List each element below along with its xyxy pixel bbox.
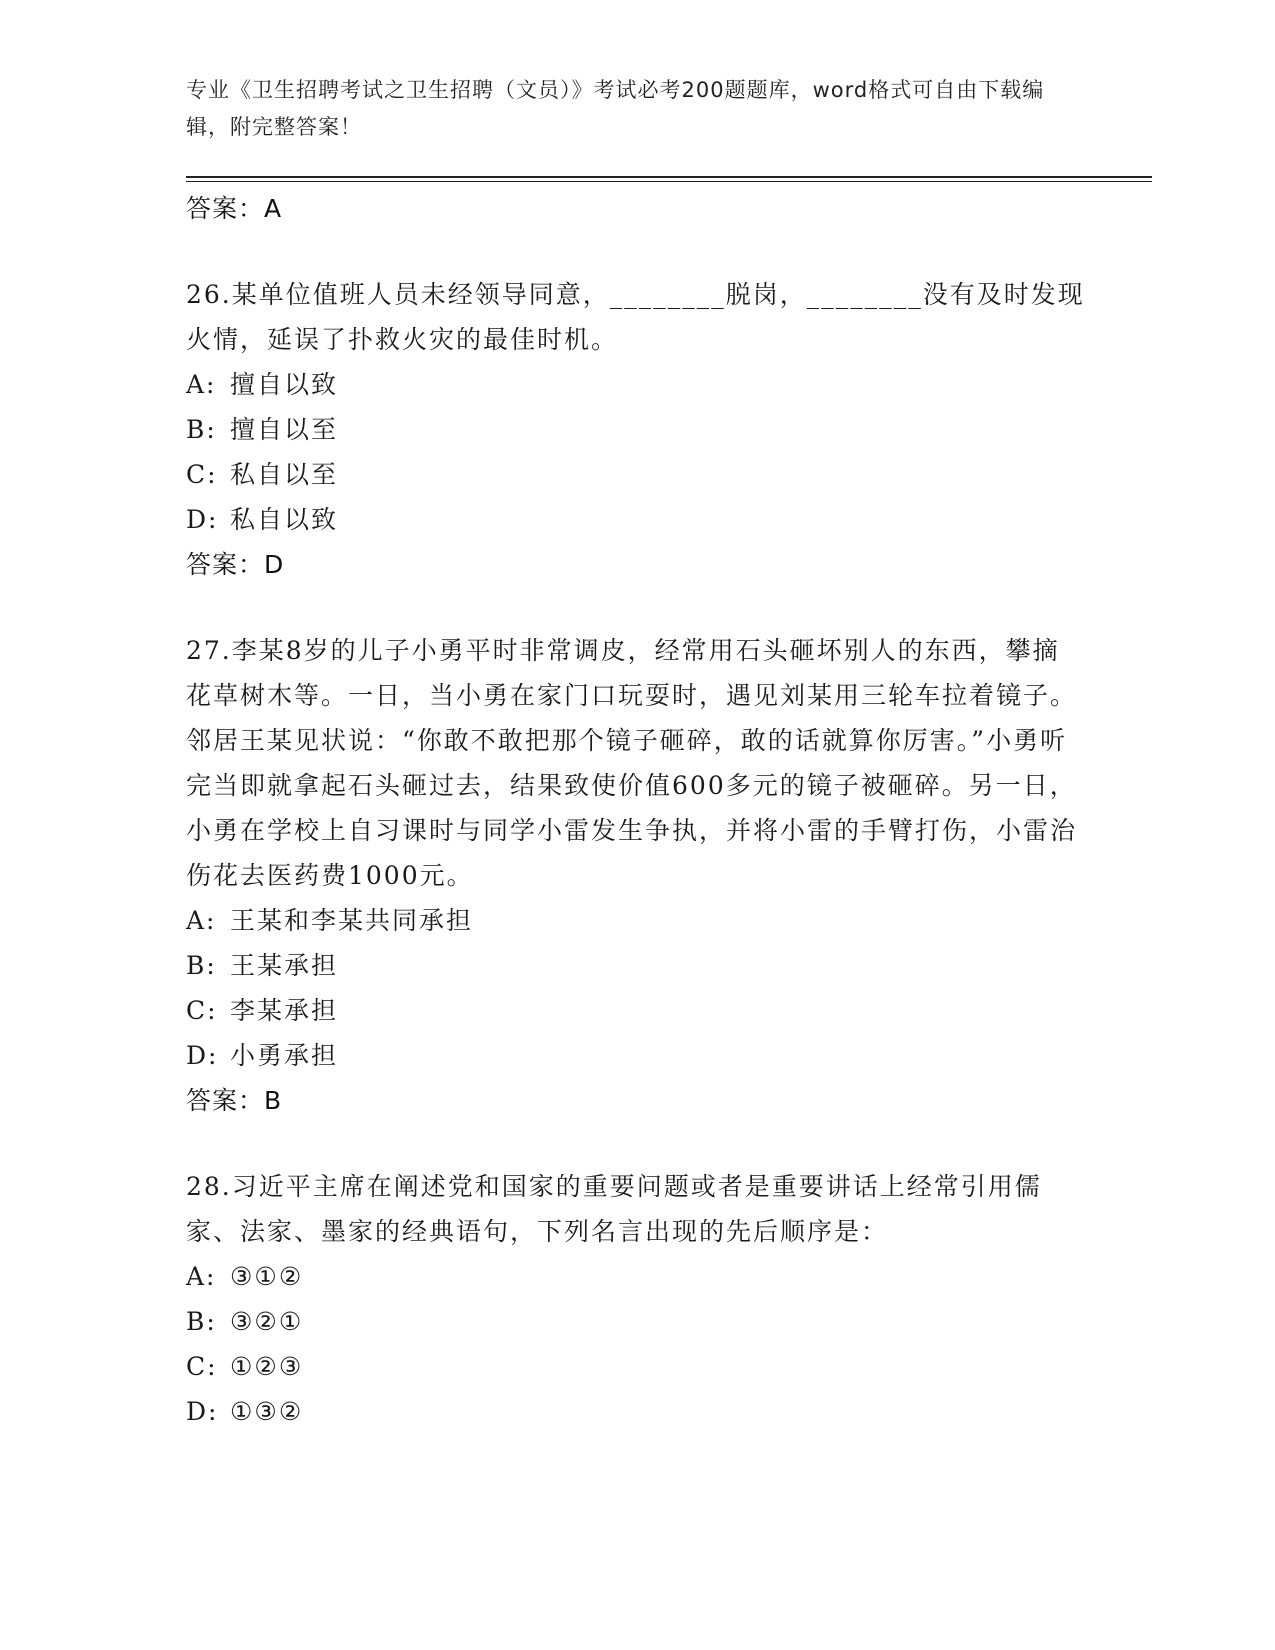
question-28: [186, 1164, 1086, 1434]
document-body: [186, 186, 1086, 1434]
question-stem: 27.李某8岁的儿子小勇平时非常调皮，经常用石头砸坏别人的东西，攀摘花草树木等。一日，当小勇在家门口玩耍时，遇见刘某用三轮车拉着镜子。邻居王某见状说：“你敢不敢把那个镜子砸碎，敢的话就算你厉害。”小勇听完当即就拿起石头砸过去，结果致使价值600多元的镜子被砸碎。另一日，小勇在学校上自习课时与同学小雷发生争执，并将小雷的手臂打伤，小雷治伤花去医药费1000元。: [186, 636, 1078, 890]
option-text: ①③②: [230, 1397, 304, 1426]
option-a: [186, 1254, 1086, 1299]
option-letter: B:: [186, 415, 217, 444]
option-text: 王某和李某共同承担: [230, 906, 474, 935]
option-text: 擅自以至: [230, 415, 339, 444]
option-letter: C:: [186, 1352, 218, 1381]
option-text: ③②①: [230, 1307, 304, 1336]
question-27: [186, 628, 1086, 1124]
answer-line: 答案：D: [186, 550, 285, 579]
option-letter: D:: [186, 1397, 219, 1426]
option-b: [186, 1299, 1086, 1344]
option-text: 小勇承担: [230, 1041, 339, 1070]
option-letter: C:: [186, 460, 218, 489]
header-divider-thick: [186, 176, 1152, 178]
option-text: 私自以至: [230, 460, 339, 489]
header-divider-thin: [186, 181, 1152, 182]
question-stem: 28.习近平主席在阐述党和国家的重要问题或者是重要讲话上经常引用儒家、法家、墨家的经典语句，下列名言出现的先后顺序是：: [186, 1172, 1042, 1246]
option-a: [186, 898, 1086, 943]
option-letter: C:: [186, 996, 218, 1025]
option-letter: A:: [186, 1262, 217, 1291]
option-letter: D:: [186, 1041, 219, 1070]
option-text: 擅自以致: [230, 370, 339, 399]
option-letter: A:: [186, 370, 217, 399]
option-a: [186, 362, 1086, 407]
option-d: [186, 1033, 1086, 1078]
option-text: ③①②: [230, 1262, 304, 1291]
option-text: 私自以致: [230, 505, 339, 534]
page-header: [186, 72, 1066, 146]
option-b: [186, 943, 1086, 988]
option-letter: B:: [186, 1307, 217, 1336]
option-letter: D:: [186, 505, 219, 534]
option-c: [186, 988, 1086, 1033]
option-d: [186, 1389, 1086, 1434]
option-letter: B:: [186, 951, 217, 980]
answer-line: 答案：B: [186, 1086, 283, 1115]
option-text: 李某承担: [230, 996, 339, 1025]
option-c: [186, 452, 1086, 497]
header-text: 专业《卫生招聘考试之卫生招聘（文员）》考试必考200题题库，word格式可自由下载编辑，附完整答案！: [186, 78, 1045, 139]
answer-line: 答案：A: [186, 194, 283, 223]
option-letter: A:: [186, 906, 217, 935]
option-c: [186, 1344, 1086, 1389]
option-text: 王某承担: [230, 951, 339, 980]
option-d: [186, 497, 1086, 542]
question-26: [186, 272, 1086, 588]
option-text: ①②③: [230, 1352, 304, 1381]
question-stem: 26.某单位值班人员未经领导同意，________脱岗，________没有及时发现火情，延误了扑救火灾的最佳时机。: [186, 280, 1085, 354]
option-b: [186, 407, 1086, 452]
